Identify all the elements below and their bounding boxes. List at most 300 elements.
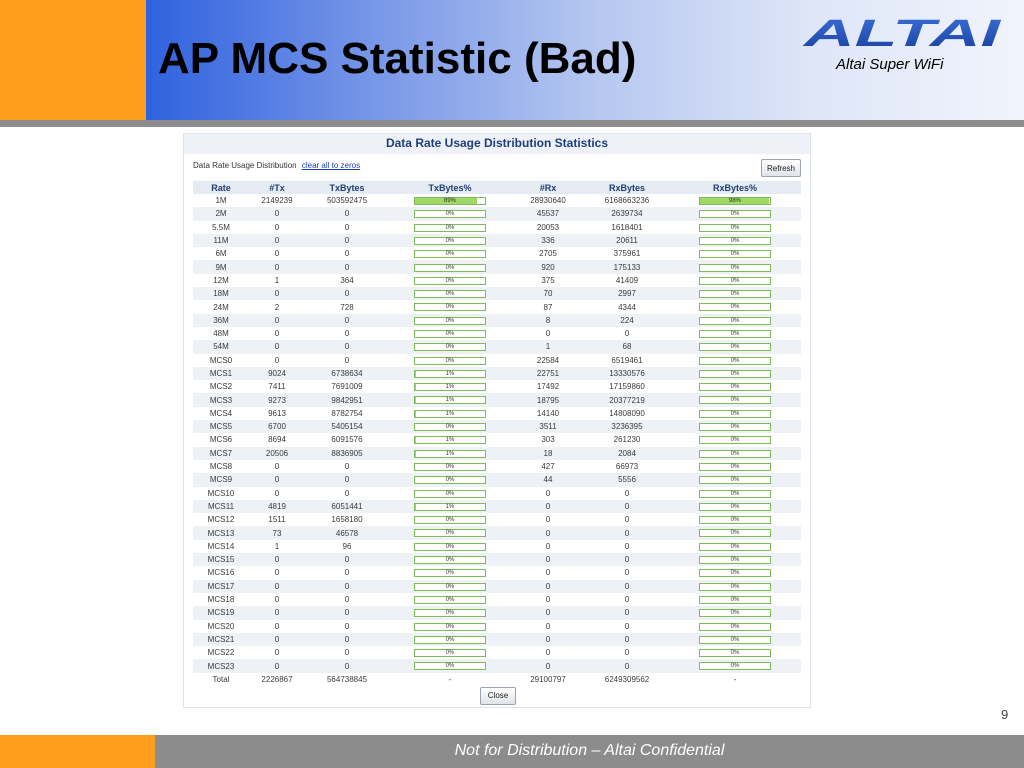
table-row — [193, 633, 801, 646]
tx-cell: 1 — [274, 541, 280, 551]
percent-bar-label: 0% — [730, 317, 740, 324]
percent-bar — [699, 197, 771, 205]
rx-bytes-percent-cell — [669, 194, 801, 207]
table-row — [193, 487, 801, 500]
rx-cell: 336 — [511, 234, 585, 247]
rxbytes-cell: 5556 — [585, 473, 669, 486]
panel-title: Data Rate Usage Distribution Statistics — [385, 136, 609, 150]
footer-text: Not for Distribution – Altai Confidential — [454, 742, 725, 759]
header-rate: Rate — [193, 181, 249, 194]
rxbytes-cell: 0 — [624, 541, 630, 551]
rx-cell: 0 — [545, 648, 551, 658]
txbytes-cell: 6091576 — [331, 435, 363, 445]
rate-cell: MCS14 — [207, 541, 235, 551]
rxbytes-cell: 0 — [585, 606, 669, 619]
percent-bar-label: 0% — [730, 397, 740, 404]
rate-cell: MCS4 — [209, 408, 233, 418]
panel-toolbar — [193, 161, 360, 170]
percent-bar — [699, 343, 771, 351]
percent-bar — [699, 503, 771, 511]
percent-bar — [414, 303, 486, 311]
tx-cell: 0 — [249, 659, 305, 672]
rx-bytes-percent-cell — [669, 274, 801, 287]
txbytes-cell: 0 — [344, 568, 350, 578]
percent-bar — [414, 410, 486, 418]
tx-cell: 2226867 — [261, 674, 293, 684]
percent-bar — [699, 569, 771, 577]
percent-bar — [699, 490, 771, 498]
toolbar-label: Data Rate Usage Distribution — [193, 161, 297, 170]
table-row — [193, 606, 801, 619]
table-row — [193, 433, 801, 446]
txbytes-cell: 0 — [305, 340, 389, 353]
rxbytes-cell: 2639734 — [585, 207, 669, 220]
percent-bar-label: 0% — [730, 251, 740, 258]
rx-cell: 70 — [511, 287, 585, 300]
rx-bytes-percent-cell — [669, 420, 801, 433]
rx-bytes-percent-cell — [669, 659, 801, 672]
close-button[interactable]: Close — [480, 687, 516, 705]
rx-bytes-percent-cell — [669, 247, 801, 260]
rxbytes-cell: 6168663236 — [604, 196, 650, 206]
percent-bar — [699, 423, 771, 431]
tx-cell: 9273 — [249, 393, 305, 406]
rx-cell: 0 — [511, 580, 585, 593]
percent-bar — [414, 396, 486, 404]
tx-bytes-percent-cell — [389, 659, 511, 672]
percent-bar-label: 0% — [445, 517, 455, 524]
table-row — [193, 340, 801, 353]
percent-bar-label: 0% — [445, 543, 455, 550]
tx-bytes-percent-cell — [389, 593, 511, 606]
rx-bytes-percent-cell — [669, 566, 801, 579]
percent-bar-label: 1% — [445, 397, 455, 404]
rxbytes-cell: 17159860 — [609, 382, 645, 392]
rxbytes-cell: 0 — [585, 633, 669, 646]
percent-bar-label: 1% — [445, 384, 455, 391]
txbytes-cell: 0 — [305, 473, 389, 486]
clear-all-to-zeros-link[interactable]: clear all to zeros — [301, 161, 361, 170]
percent-bar-label: 0% — [445, 463, 455, 470]
rx-cell: 0 — [511, 606, 585, 619]
txbytes-cell: 0 — [344, 648, 350, 658]
tx-bytes-percent-cell — [389, 566, 511, 579]
percent-bar-label: 0% — [730, 424, 740, 431]
percent-bar — [699, 210, 771, 218]
table-row — [193, 300, 801, 313]
percent-bar — [699, 317, 771, 325]
percent-bar-label: 1% — [445, 410, 455, 417]
slide-title: AP MCS Statistic (Bad) — [158, 34, 637, 83]
tx-cell: 73 — [249, 526, 305, 539]
percent-bar — [414, 264, 486, 272]
refresh-button[interactable]: Refresh — [761, 159, 801, 177]
percent-bar-label: 0% — [730, 437, 740, 444]
percent-bar — [414, 436, 486, 444]
rx-cell: 18795 — [511, 393, 585, 406]
percent-bar-label: 0% — [445, 291, 455, 298]
table-row — [193, 247, 801, 260]
tx-bytes-percent-cell — [389, 487, 511, 500]
rx-bytes-percent-cell — [669, 526, 801, 539]
tx-cell: 1 — [274, 275, 280, 285]
rxbytes-cell: 6519461 — [611, 355, 643, 365]
statistics-panel — [183, 133, 811, 708]
rxbytes-cell: 0 — [624, 488, 630, 498]
tx-bytes-percent-cell — [389, 247, 511, 260]
percent-bar — [699, 463, 771, 471]
percent-bar-label: 0% — [445, 636, 455, 643]
tx-bytes-percent-cell — [389, 580, 511, 593]
percent-bar — [699, 662, 771, 670]
header-orange-block — [0, 0, 146, 120]
percent-bar-label: 0% — [730, 530, 740, 537]
txbytes-cell: 46578 — [305, 526, 389, 539]
table-row — [193, 194, 801, 207]
rate-cell: MCS13 — [193, 526, 249, 539]
rx-bytes-percent-cell — [669, 540, 801, 553]
percent-bar-label: 0% — [445, 424, 455, 431]
tx-bytes-percent-cell — [389, 300, 511, 313]
tx-bytes-percent-cell — [389, 380, 511, 393]
tx-bytes-percent-cell — [389, 620, 511, 633]
tx-bytes-percent-cell — [389, 367, 511, 380]
rate-cell: MCS7 — [193, 447, 249, 460]
txbytes-cell: 7691009 — [331, 382, 363, 392]
rx-bytes-percent-cell — [669, 633, 801, 646]
table-row — [193, 473, 801, 486]
rx-cell: 0 — [511, 526, 585, 539]
percent-bar-label: 0% — [445, 530, 455, 537]
table-row — [193, 354, 801, 367]
percent-bar — [699, 516, 771, 524]
rx-bytes-percent-cell — [669, 393, 801, 406]
rate-cell: MCS3 — [193, 393, 249, 406]
table-row — [193, 234, 801, 247]
rate-cell: MCS21 — [193, 633, 249, 646]
rate-cell: 12M — [213, 275, 229, 285]
table-row — [193, 327, 801, 340]
percent-bar-label: 0% — [730, 304, 740, 311]
table-row — [193, 447, 801, 460]
rxbytes-cell: 4344 — [618, 302, 636, 312]
tx-bytes-percent-cell — [389, 447, 511, 460]
txbytes-cell: 503592475 — [326, 196, 368, 206]
rate-cell: MCS9 — [193, 473, 249, 486]
rate-cell: MCS11 — [193, 500, 249, 513]
percent-bar — [414, 569, 486, 577]
percent-bar — [414, 516, 486, 524]
percent-bar-label: 89% — [443, 198, 456, 205]
rx-cell: 0 — [545, 568, 551, 578]
tx-bytes-percent-cell — [389, 340, 511, 353]
rxbytes-cell: 20611 — [585, 234, 669, 247]
percent-bar — [699, 357, 771, 365]
tx-bytes-percent-cell — [389, 500, 511, 513]
rx-cell: 22584 — [536, 355, 560, 365]
rate-cell: 11M — [193, 234, 249, 247]
rxbytes-cell: 6249309562 — [604, 674, 650, 684]
tx-bytes-percent-cell — [389, 606, 511, 619]
percent-bar — [414, 423, 486, 431]
table-row — [193, 287, 801, 300]
percent-bar — [699, 383, 771, 391]
txbytes-cell: 6738634 — [305, 367, 389, 380]
tx-cell: 0 — [249, 606, 305, 619]
percent-bar — [414, 317, 486, 325]
rate-cell: MCS10 — [207, 488, 235, 498]
percent-bar-label: 0% — [445, 277, 455, 284]
rx-bytes-percent-cell — [669, 221, 801, 234]
percent-bar — [414, 383, 486, 391]
rx-cell: 0 — [545, 329, 551, 339]
tx-cell: 0 — [274, 568, 280, 578]
table-row — [193, 553, 801, 566]
percent-bar-label: 0% — [730, 237, 740, 244]
rx-bytes-percent-cell — [669, 487, 801, 500]
rate-cell: MCS8 — [209, 462, 233, 472]
rx-cell: 0 — [545, 541, 551, 551]
rate-cell: MCS1 — [193, 367, 249, 380]
percent-bar — [414, 237, 486, 245]
rx-cell: 0 — [545, 621, 551, 631]
table-row — [193, 566, 801, 579]
rx-cell: 920 — [511, 260, 585, 273]
rate-cell: MCS0 — [209, 355, 233, 365]
rate-cell: 18M — [193, 287, 249, 300]
percent-bar-label: 0% — [730, 636, 740, 643]
tx-bytes-percent-cell — [389, 260, 511, 273]
rxbytes-cell: 0 — [585, 526, 669, 539]
rate-cell: 48M — [213, 329, 229, 339]
percent-bar — [414, 210, 486, 218]
header-tx-count: #Tx — [249, 181, 305, 194]
percent-bar — [699, 596, 771, 604]
percent-bar — [414, 250, 486, 258]
percent-bar-label: 0% — [730, 264, 740, 271]
table-row — [193, 646, 801, 659]
percent-bar-label: 0% — [445, 610, 455, 617]
percent-bar-label: 0% — [730, 291, 740, 298]
txbytes-cell: 0 — [344, 329, 350, 339]
percent-bar-label: 0% — [730, 331, 740, 337]
header-rx-count: #Rx — [511, 181, 585, 194]
percent-bar-label: 1% — [445, 437, 455, 444]
table-header-row — [193, 181, 801, 194]
txbytes-cell: 0 — [305, 606, 389, 619]
tx-cell: 0 — [249, 580, 305, 593]
percent-bar — [414, 476, 486, 484]
percent-bar-label: 0% — [445, 264, 455, 271]
percent-bar-label: 0% — [730, 277, 740, 284]
table-row — [193, 460, 801, 473]
rxbytes-cell: 68 — [585, 340, 669, 353]
percent-bar-label: 0% — [730, 410, 740, 417]
txbytes-cell: 0 — [305, 553, 389, 566]
table-row — [193, 420, 801, 433]
rx-bytes-percent-cell — [669, 593, 801, 606]
percent-bar — [699, 583, 771, 591]
rxbytes-cell: 261230 — [613, 435, 641, 445]
percent-bar-label: 0% — [730, 570, 740, 577]
percent-bar-label: 98% — [728, 198, 741, 205]
tx-cell: 0 — [274, 621, 280, 631]
percent-bar — [414, 556, 486, 564]
tx-cell: 7411 — [268, 382, 286, 392]
percent-bar-label: 1% — [445, 370, 455, 377]
rate-cell: 1M — [215, 196, 227, 206]
percent-bar-label: 0% — [730, 477, 740, 484]
percent-bar — [414, 277, 486, 285]
rate-cell: MCS19 — [193, 606, 249, 619]
tx-bytes-percent-cell — [389, 553, 511, 566]
table-row — [193, 207, 801, 220]
txbytes-cell: 0 — [344, 621, 350, 631]
rx-bytes-percent-cell — [669, 260, 801, 273]
rx-bytes-percent-cell — [669, 340, 801, 353]
percent-bar-label: 0% — [445, 650, 455, 657]
tx-cell: 0 — [249, 314, 305, 327]
percent-bar — [414, 450, 486, 458]
percent-bar-label: 1% — [445, 503, 455, 510]
rxbytes-cell: 0 — [585, 553, 669, 566]
table-row — [193, 540, 801, 553]
percent-bar — [699, 237, 771, 245]
txbytes-cell: 0 — [344, 249, 350, 259]
percent-bar-label: 0% — [730, 543, 740, 550]
tx-bytes-percent-cell — [389, 433, 511, 446]
table-row — [193, 659, 801, 672]
percent-bar — [699, 450, 771, 458]
tx-cell: 0 — [249, 207, 305, 220]
rx-cell: 375 — [541, 275, 555, 285]
rxbytes-cell: 175133 — [585, 260, 669, 273]
percent-bar-label: 0% — [445, 477, 455, 484]
percent-bar-label: 0% — [730, 463, 740, 470]
rate-cell: MCS17 — [193, 580, 249, 593]
table-row — [193, 314, 801, 327]
tx-cell: 0 — [274, 462, 280, 472]
tx-cell: 4819 — [249, 500, 305, 513]
tx-bytes-percent-cell — [389, 327, 511, 340]
header-rx-bytes: RxBytes — [585, 181, 669, 194]
rxbytes-cell: 0 — [585, 659, 669, 672]
rate-cell: MCS5 — [193, 420, 249, 433]
rate-cell: MCS20 — [207, 621, 235, 631]
txbytes-cell: 9842951 — [305, 393, 389, 406]
percent-bar — [699, 410, 771, 418]
percent-bar — [699, 436, 771, 444]
table-row — [193, 620, 801, 633]
percent-bar — [414, 357, 486, 365]
percent-bar — [699, 370, 771, 378]
txbytes-cell: 5405154 — [305, 420, 389, 433]
rate-cell: MCS22 — [207, 648, 235, 658]
tx-cell: 9024 — [249, 367, 305, 380]
rate-cell: MCS2 — [209, 382, 233, 392]
txbytes-cell: 564738845 — [326, 674, 368, 684]
tx-bytes-percent-cell — [389, 646, 511, 659]
percent-bar-label: 0% — [445, 237, 455, 244]
percent-bar — [414, 330, 486, 338]
tx-cell: 0 — [249, 234, 305, 247]
txbytes-cell: 0 — [305, 234, 389, 247]
rate-cell: 36M — [193, 314, 249, 327]
percent-bar — [414, 343, 486, 351]
rx-bytes-percent-cell — [669, 354, 801, 367]
header-tx-bytes-percent: TxBytes% — [389, 181, 511, 194]
rate-cell: MCS6 — [209, 435, 233, 445]
percent-bar — [699, 636, 771, 644]
rate-cell: MCS15 — [193, 553, 249, 566]
rx-cell: 22751 — [511, 367, 585, 380]
rx-bytes-percent-cell — [669, 513, 801, 526]
tx-bytes-percent-cell — [389, 354, 511, 367]
percent-bar-label: 0% — [445, 490, 455, 497]
logo-wordmark: ALTAI — [802, 16, 1003, 50]
percent-bar-label: 0% — [445, 211, 455, 218]
txbytes-cell: 8782754 — [331, 408, 363, 418]
rx-cell: 2705 — [539, 249, 557, 259]
table-row — [193, 393, 801, 406]
rate-cell: 24M — [213, 302, 229, 312]
percent-bar-label: 0% — [730, 623, 740, 630]
rx-cell: 0 — [545, 488, 551, 498]
tx-cell: 8694 — [268, 435, 286, 445]
percent-bar-label: 0% — [730, 450, 740, 457]
rxbytes-cell: 224 — [585, 314, 669, 327]
rx-bytes-percent-cell — [669, 580, 801, 593]
percent-bar-label: 0% — [730, 370, 740, 377]
tx-bytes-percent-cell — [389, 513, 511, 526]
percent-bar — [699, 649, 771, 657]
percent-bar-label: 0% — [730, 344, 740, 351]
rx-cell: 17492 — [536, 382, 560, 392]
altai-logo — [800, 16, 1016, 55]
percent-bar — [699, 250, 771, 258]
rx-bytes-percent-cell — [669, 620, 801, 633]
table-row — [193, 367, 801, 380]
txbytes-cell: 0 — [344, 355, 350, 365]
percent-bar — [414, 197, 486, 205]
percent-bar — [414, 529, 486, 537]
table-row — [193, 380, 801, 393]
percent-bar — [699, 224, 771, 232]
rxbytes-cell: 2084 — [585, 447, 669, 460]
rx-bytes-percent-cell — [669, 407, 801, 420]
percent-bar — [699, 264, 771, 272]
txbytes-cell: 0 — [344, 488, 350, 498]
txbytes-cell: 364 — [340, 275, 354, 285]
tx-cell: 0 — [249, 473, 305, 486]
percent-bar-label: 0% — [445, 344, 455, 351]
tx-bytes-percent-cell — [389, 221, 511, 234]
txbytes-cell: 0 — [305, 633, 389, 646]
txbytes-cell: 0 — [344, 462, 350, 472]
tx-bytes-percent-cell — [389, 194, 511, 207]
rx-cell: 303 — [541, 435, 555, 445]
rx-bytes-percent-cell — [669, 314, 801, 327]
header-divider — [0, 120, 1024, 127]
percent-bar-label: 0% — [445, 570, 455, 577]
rx-cell: 44 — [511, 473, 585, 486]
percent-bar-label: 0% — [445, 331, 455, 337]
total-row — [193, 673, 801, 686]
rx-cell: 427 — [541, 462, 555, 472]
rx-cell: 1 — [511, 340, 585, 353]
tx-bytes-percent-cell — [389, 526, 511, 539]
percent-bar-label: 0% — [730, 610, 740, 617]
